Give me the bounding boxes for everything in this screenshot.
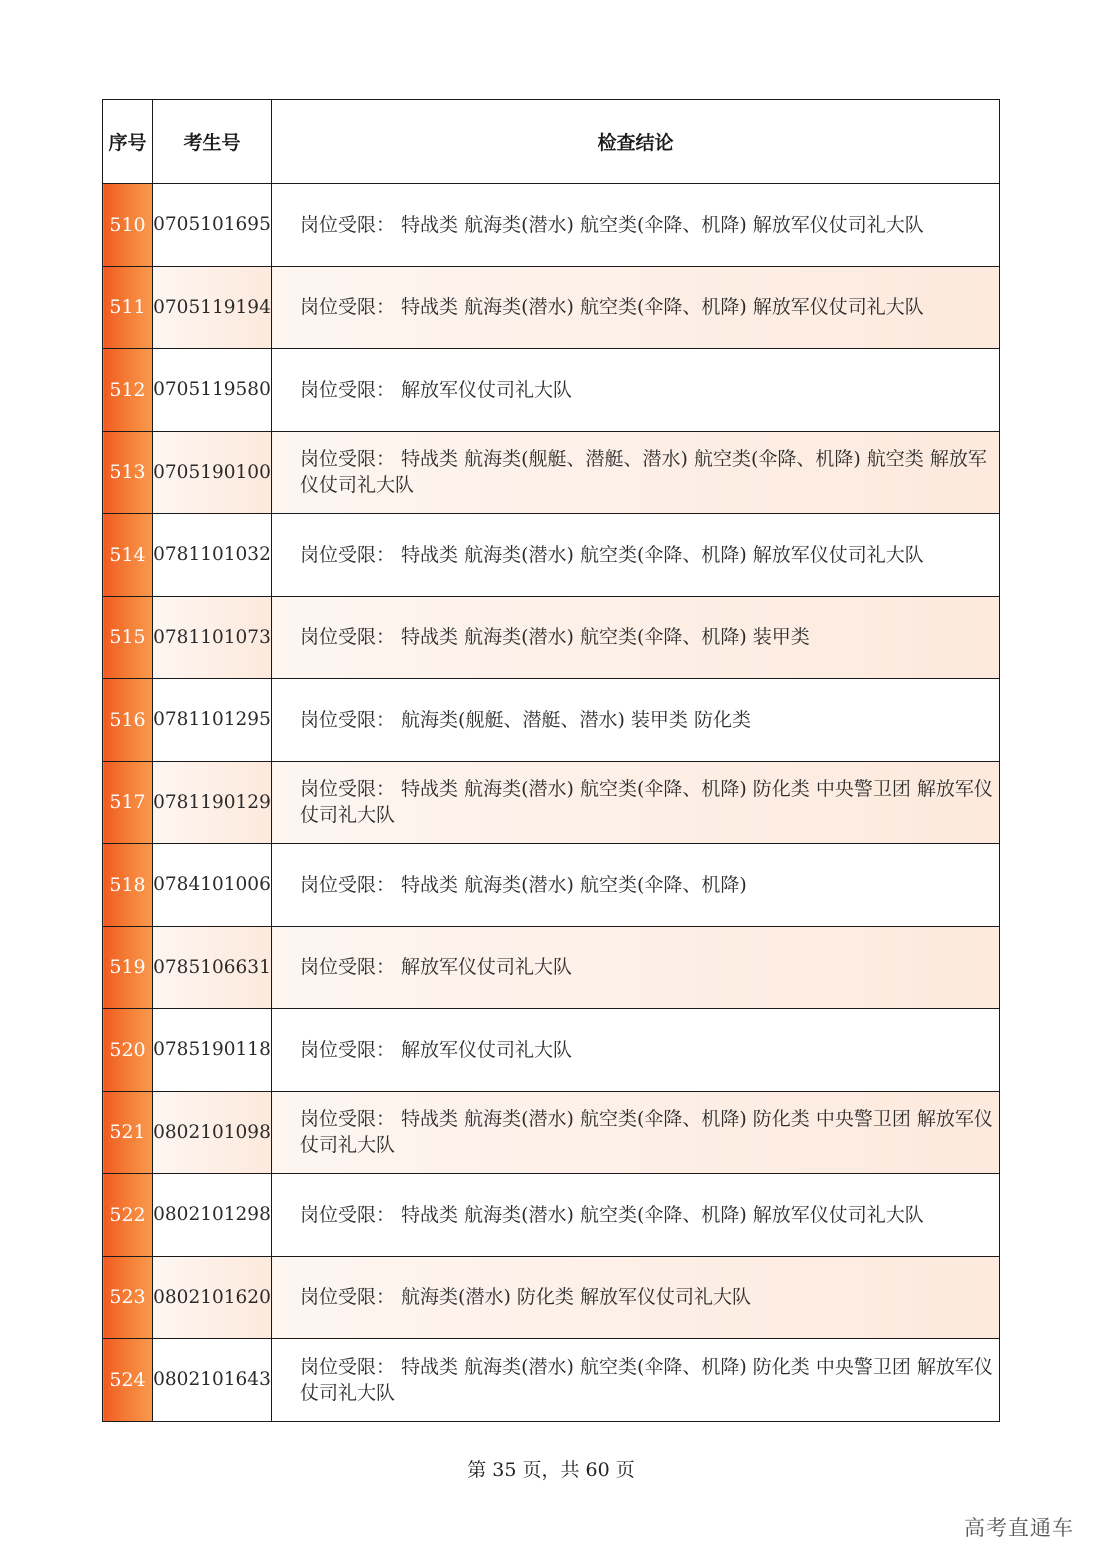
row-seq: 512: [103, 349, 153, 432]
row-seq: 520: [103, 1009, 153, 1092]
table-row: [103, 431, 1000, 514]
row-seq: 524: [103, 1339, 153, 1422]
row-result: 岗位受限： 航海类(潜水) 防化类 解放军仪仗司礼大队: [272, 1256, 1000, 1339]
row-exam-id: 0784101006: [153, 844, 272, 927]
table-row: [103, 1174, 1000, 1257]
row-result: 岗位受限： 特战类 航海类(潜水) 航空类(伞降、机降): [272, 844, 1000, 927]
table-row: [103, 514, 1000, 597]
row-exam-id: 0781101032: [153, 514, 272, 597]
table-header-row: [103, 100, 1000, 184]
table-row: [103, 1091, 1000, 1174]
row-seq: 518: [103, 844, 153, 927]
table-row: [103, 266, 1000, 349]
row-result: 岗位受限： 特战类 航海类(潜水) 航空类(伞降、机降) 解放军仪仗司礼大队: [272, 266, 1000, 349]
row-exam-id: 0802101098: [153, 1091, 272, 1174]
row-result: 岗位受限： 航海类(舰艇、潜艇、潜水) 装甲类 防化类: [272, 679, 1000, 762]
row-result: 岗位受限： 特战类 航海类(潜水) 航空类(伞降、机降) 装甲类: [272, 596, 1000, 679]
table-row: [103, 184, 1000, 267]
header-exam-id: 考生号: [153, 100, 272, 184]
table-row: [103, 349, 1000, 432]
table-row: [103, 926, 1000, 1009]
row-exam-id: 0785106631: [153, 926, 272, 1009]
row-seq: 523: [103, 1256, 153, 1339]
table-row: [103, 1256, 1000, 1339]
table-row: [103, 1339, 1000, 1422]
table-row: [103, 761, 1000, 844]
row-exam-id: 0705101695: [153, 184, 272, 267]
row-result: 岗位受限： 解放军仪仗司礼大队: [272, 1009, 1000, 1092]
page-number: 第 35 页，共 60 页: [467, 1459, 635, 1481]
row-seq: 517: [103, 761, 153, 844]
row-exam-id: 0781101295: [153, 679, 272, 762]
row-result: 岗位受限： 特战类 航海类(舰艇、潜艇、潜水) 航空类(伞降、机降) 航空类 解放军仪仗司礼大队: [272, 431, 1000, 514]
row-exam-id: 0802101643: [153, 1339, 272, 1422]
row-exam-id: 0802101620: [153, 1256, 272, 1339]
row-seq: 513: [103, 431, 153, 514]
row-result: 岗位受限： 特战类 航海类(潜水) 航空类(伞降、机降) 解放军仪仗司礼大队: [272, 514, 1000, 597]
row-result: 岗位受限： 特战类 航海类(潜水) 航空类(伞降、机降) 防化类 中央警卫团 解放军仪仗司礼大队: [272, 1091, 1000, 1174]
row-result: 岗位受限： 解放军仪仗司礼大队: [272, 926, 1000, 1009]
row-result: 岗位受限： 特战类 航海类(潜水) 航空类(伞降、机降) 解放军仪仗司礼大队: [272, 1174, 1000, 1257]
table-row: [103, 596, 1000, 679]
table-row: [103, 1009, 1000, 1092]
row-result: 岗位受限： 特战类 航海类(潜水) 航空类(伞降、机降) 防化类 中央警卫团 解放军仪仗司礼大队: [272, 1339, 1000, 1422]
row-exam-id: 0705119580: [153, 349, 272, 432]
row-seq: 511: [103, 266, 153, 349]
results-table: [102, 99, 1000, 1422]
row-seq: 521: [103, 1091, 153, 1174]
row-seq: 516: [103, 679, 153, 762]
row-seq: 515: [103, 596, 153, 679]
row-seq: 514: [103, 514, 153, 597]
row-exam-id: 0781190129: [153, 761, 272, 844]
row-result: 岗位受限： 特战类 航海类(潜水) 航空类(伞降、机降) 防化类 中央警卫团 解放军仪仗司礼大队: [272, 761, 1000, 844]
row-seq: 510: [103, 184, 153, 267]
row-result: 岗位受限： 特战类 航海类(潜水) 航空类(伞降、机降) 解放军仪仗司礼大队: [272, 184, 1000, 267]
header-result: 检查结论: [272, 100, 1000, 184]
row-exam-id: 0705119194: [153, 266, 272, 349]
row-exam-id: 0705190100: [153, 431, 272, 514]
row-exam-id: 0802101298: [153, 1174, 272, 1257]
row-seq: 519: [103, 926, 153, 1009]
watermark-text: 高考直通车: [964, 1516, 1074, 1540]
row-result: 岗位受限： 解放军仪仗司礼大队: [272, 349, 1000, 432]
row-exam-id: 0781101073: [153, 596, 272, 679]
row-seq: 522: [103, 1174, 153, 1257]
row-exam-id: 0785190118: [153, 1009, 272, 1092]
table-row: [103, 844, 1000, 927]
table-row: [103, 679, 1000, 762]
header-seq: 序号: [103, 100, 153, 184]
